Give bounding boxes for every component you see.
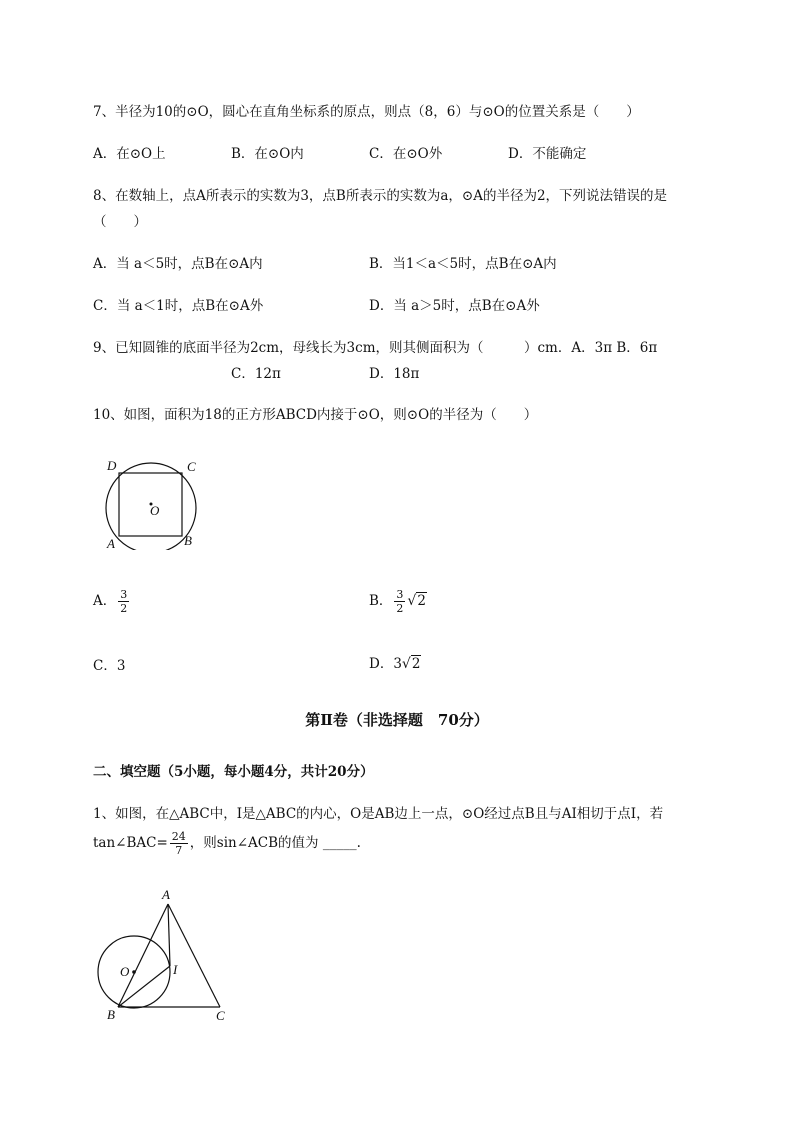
q8-option-d: D．当 a＞5时，点B在⊙A外	[369, 298, 540, 314]
q9-stem: 9、已知圆锥的底面半径为2cm，母线长为3cm，则其侧面积为（ ）cm．A．3π B．6π	[93, 340, 658, 356]
q10-label-c: C	[187, 459, 196, 474]
q7-option-d: D．不能确定	[508, 146, 587, 162]
q10-figure-square-in-circle	[95, 455, 205, 550]
q10-option-a-fraction	[118, 588, 129, 615]
fill-q1-line-ai	[168, 904, 170, 966]
fill-q1-label-a: A	[162, 887, 170, 902]
q10-option-d-prefix: D．	[369, 656, 394, 672]
fill-q1-side-ac	[168, 904, 220, 1007]
part2-section-heading: 二、填空题（5小题，每小题4分，共计20分）	[93, 764, 374, 780]
q10-option-d-radicand: 2	[411, 656, 421, 672]
q10-option-b-radicand: 2	[417, 593, 426, 609]
q7-option-a: A．在⊙O上	[93, 146, 166, 162]
q10-label-b: B	[184, 533, 192, 548]
fill-q1-fraction	[170, 830, 188, 857]
fill-q1-label-c: C	[216, 1008, 225, 1023]
q8-stem-line2: （ ）	[93, 214, 147, 230]
q10-option-b-num: 3	[396, 588, 404, 601]
q9-option-d: D．18π	[369, 366, 420, 382]
fill-q1-suffix: ，则sin∠ACB的值为 _____.	[189, 835, 361, 851]
fill-q1-label-b: B	[107, 1007, 115, 1022]
q10-label-o: O	[150, 503, 160, 518]
q8-option-c: C．当 a＜1时，点B在⊙A外	[93, 298, 264, 314]
q10-label-d: D	[107, 458, 117, 473]
q10-label-a: A	[107, 536, 115, 550]
q10-option-d	[369, 652, 421, 672]
q7-stem: 7、半径为10的⊙O，圆心在直角坐标系的原点，则点（8，6）与⊙O的位置关系是（ ）	[93, 104, 640, 120]
q10-option-a-prefix: A．	[93, 593, 117, 609]
q10-option-b-radical-sign: √	[407, 593, 417, 609]
q10-option-a-num: 3	[120, 588, 128, 601]
fill-q1-line2	[93, 830, 361, 857]
q10-option-b-prefix: B．	[369, 593, 393, 609]
fill-q1-tan-prefix: tan∠BAC=	[93, 835, 168, 851]
q10-stem: 10、如图，面积为18的正方形ABCD内接于⊙O，则⊙O的半径为（ ）	[93, 407, 538, 423]
fill-q1-line1: 1、如图，在△ABC中，I是△ABC的内心，O是AB边上一点，⊙O经过点B且与AI相切于点I，若	[93, 806, 664, 822]
q8-option-a: A．当 a＜5时，点B在⊙A内	[93, 256, 263, 272]
q10-option-c: C．3	[93, 658, 126, 674]
q7-option-b: B．在⊙O内	[231, 146, 304, 162]
fill-q1-frac-den: 7	[175, 844, 183, 857]
fill-q1-center-dot	[132, 970, 136, 974]
q10-option-d-radical-sign: √	[401, 656, 411, 672]
q8-stem-line1: 8、在数轴上，点A所表示的实数为3，点B所表示的实数为a，⊙A的半径为2，下列说法错误的是	[93, 188, 668, 204]
q9-option-c: C．12π	[231, 366, 281, 382]
q8-option-b: B．当1＜a＜5时，点B在⊙A内	[369, 256, 557, 272]
q7-option-c: C．在⊙O外	[369, 146, 443, 162]
fill-q1-frac-num: 24	[171, 830, 186, 843]
q10-option-a	[93, 588, 131, 615]
fill-q1-figure-triangle-circle	[92, 886, 237, 1026]
fill-q1-label-o: O	[120, 964, 130, 979]
q10-option-b-den: 2	[396, 602, 404, 615]
part2-title: 第Ⅱ卷（非选择题 70分）	[305, 711, 489, 729]
q10-option-b	[369, 588, 427, 615]
fill-q1-label-i: I	[173, 962, 178, 977]
q10-option-d-coef: 3	[393, 656, 402, 672]
fill-q1-side-ab	[118, 904, 168, 1007]
q10-option-b-fraction	[394, 588, 405, 615]
q10-option-a-den: 2	[120, 602, 128, 615]
